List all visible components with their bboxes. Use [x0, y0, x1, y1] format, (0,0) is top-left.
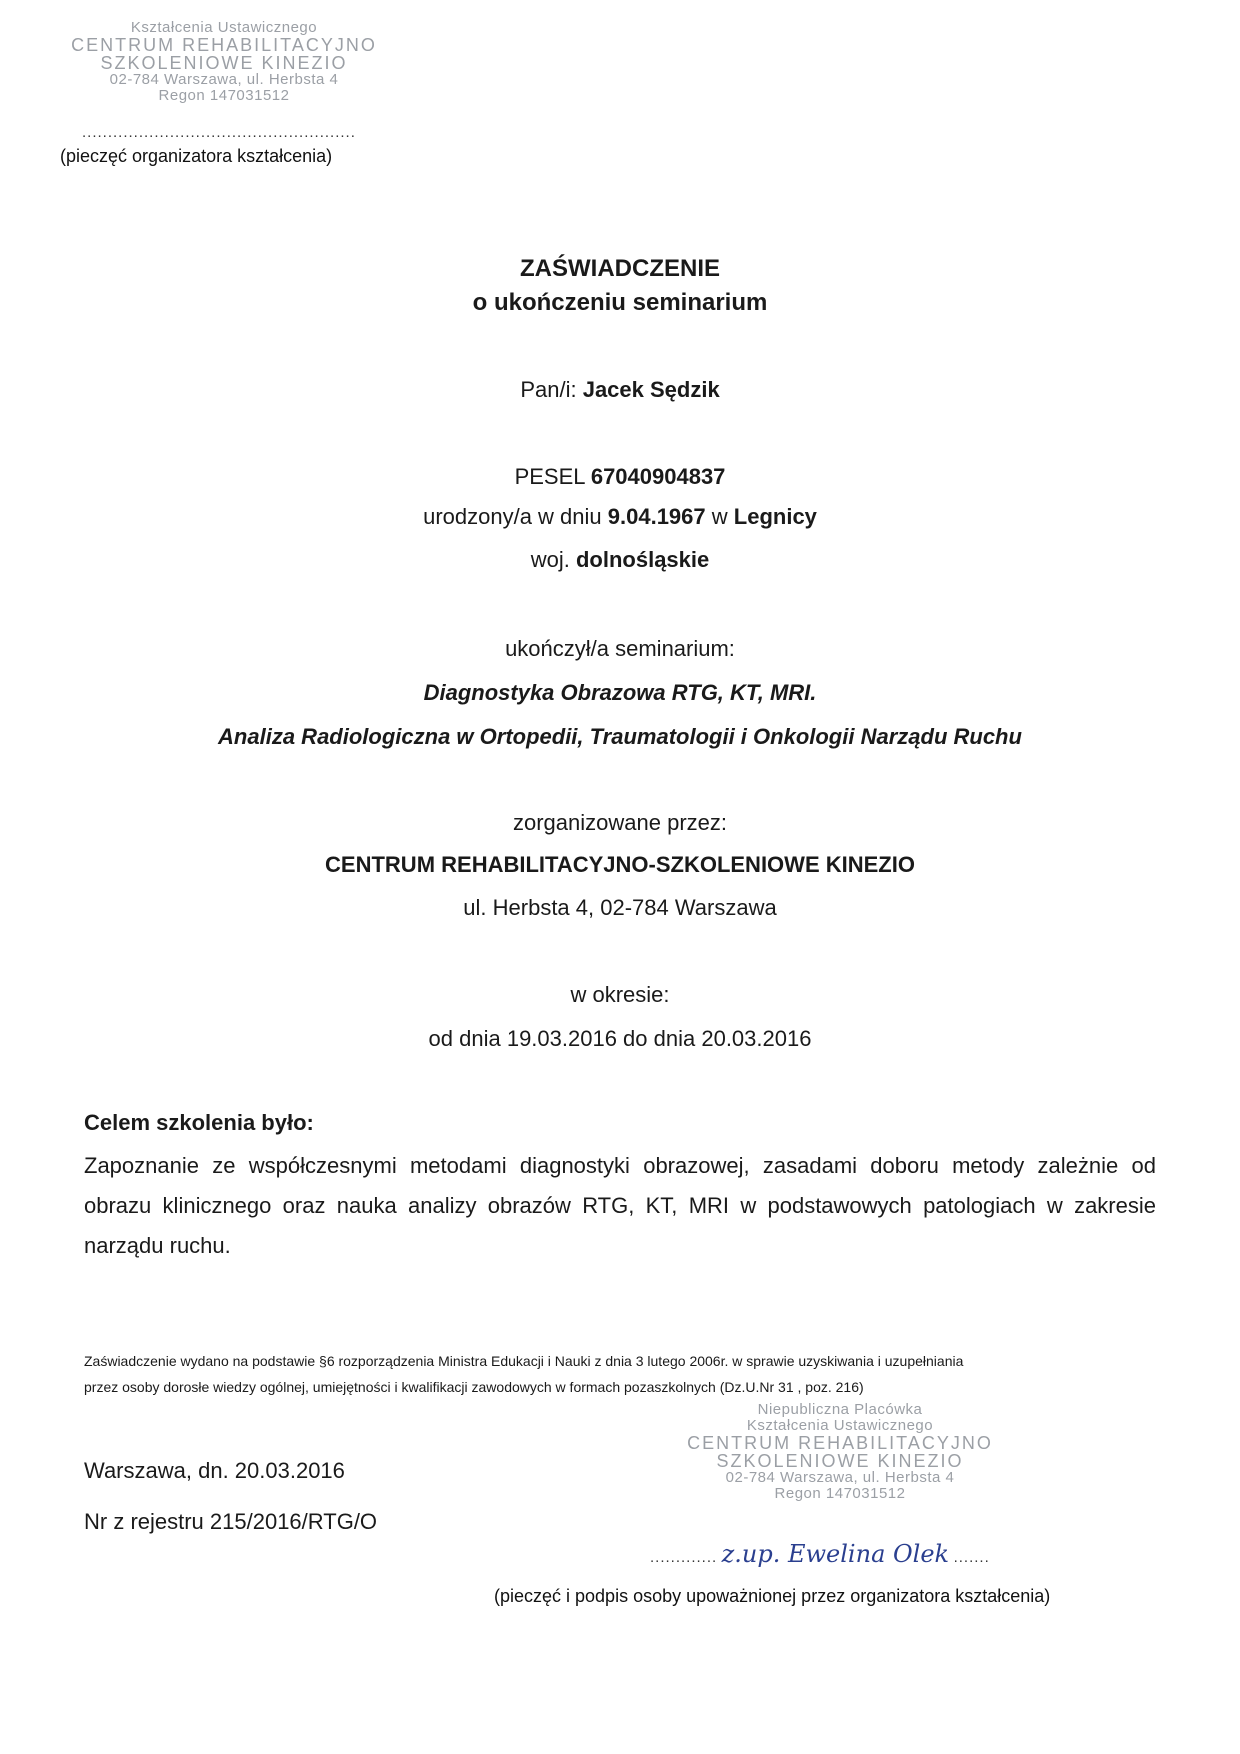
- voivodeship-line: [0, 545, 1240, 575]
- birth-line: [0, 502, 1240, 532]
- organizer-name: CENTRUM REHABILITACYJNO-SZKOLENIOWE KINEZIO: [325, 852, 915, 877]
- stamp-line: Regon 147031512: [158, 87, 290, 104]
- legal-note: [84, 1348, 1164, 1400]
- registry-number: Nr z rejestru 215/2016/RTG/O: [84, 1509, 378, 1534]
- voivodeship-label: woj.: [530, 547, 570, 572]
- stamp-line: SZKOLENIOWE KINEZIO: [100, 53, 348, 73]
- stamp-line: CENTRUM REHABILITACYJNO: [71, 35, 377, 55]
- person-name: Jacek Sędzik: [582, 377, 720, 402]
- stamp-line: Kształcenia Ustawicznego: [746, 1417, 934, 1434]
- voivodeship-value: dolnośląskie: [575, 547, 710, 572]
- person-line: [0, 375, 1240, 405]
- handwritten-signature: z.up. Ewelina Olek: [721, 1540, 950, 1568]
- document-subtitle: o ukończeniu seminarium: [472, 289, 768, 316]
- seminar-title-line2: Analiza Radiologiczna w Ortopedii, Traumatologii i Onkologii Narządu Ruchu: [218, 724, 1022, 749]
- organizer-address: ul. Herbsta 4, 02-784 Warszawa: [463, 895, 777, 920]
- completed-label: ukończył/a seminarium:: [505, 636, 735, 661]
- period-text: od dnia 19.03.2016 do dnia 20.03.2016: [428, 1026, 812, 1051]
- pesel-line: [0, 462, 1240, 492]
- top-organizer-stamp: [64, 20, 384, 104]
- period-label: w okresie:: [570, 982, 670, 1007]
- bottom-signature-caption: (pieczęć i podpis osoby upoważnionej przez organizatora kształcenia): [494, 1586, 1051, 1606]
- organized-label: zorganizowane przez:: [512, 810, 727, 835]
- birth-label: urodzony/a w dniu: [423, 504, 602, 529]
- legal-note-line2: przez osoby dorosłe wiedzy ogólnej, umiejętności i kwalifikacji zawodowych w formach pozaszkolnych (Dz.U.Nr 31 , poz. 216): [84, 1379, 864, 1395]
- goal-text: Zapoznanie ze współczesnymi metodami diagnostyki obrazowej, zasadami doboru metody zależnie od obrazu klinicznego oraz nauka analizy obrazów RTG, KT, MRI w podstawowych patologiach w zakresie narządu ruchu.: [84, 1153, 1156, 1258]
- signature-line: [650, 1540, 990, 1568]
- birth-place-prefix: w: [711, 504, 728, 529]
- pesel-value: 67040904837: [590, 464, 726, 489]
- stamp-line: SZKOLENIOWE KINEZIO: [716, 1451, 964, 1471]
- person-label: Pan/i:: [520, 377, 577, 402]
- top-stamp-caption: (pieczęć organizatora kształcenia): [60, 146, 333, 166]
- stamp-line: Kształcenia Ustawicznego: [130, 19, 318, 36]
- goal-heading: Celem szkolenia było:: [84, 1110, 314, 1135]
- document-title-block: [0, 252, 1240, 320]
- signature-dots-right: .......: [953, 1549, 990, 1566]
- legal-note-line1: Zaświadczenie wydano na podstawie §6 rozporządzenia Ministra Edukacji i Nauki z dnia 3 lutego 2006r. w sprawie uzyskiwania i uzupełniania: [84, 1353, 964, 1369]
- bottom-organizer-stamp: [680, 1402, 1000, 1502]
- stamp-line: 02-784 Warszawa, ul. Herbsta 4: [725, 1469, 955, 1486]
- stamp-line: CENTRUM REHABILITACYJNO: [687, 1433, 993, 1453]
- pesel-label: PESEL: [514, 464, 585, 489]
- stamp-line: Regon 147031512: [774, 1485, 906, 1502]
- seminar-title-line1: Diagnostyka Obrazowa RTG, KT, MRI.: [423, 680, 817, 705]
- birth-date: 9.04.1967: [607, 504, 706, 529]
- top-signature-dots: .....................................................: [82, 124, 356, 141]
- stamp-line: 02-784 Warszawa, ul. Herbsta 4: [109, 71, 339, 88]
- document-title: ZAŚWIADCZENIE: [520, 255, 720, 282]
- place-date: Warszawa, dn. 20.03.2016: [84, 1458, 345, 1483]
- signature-dots-left: .............: [650, 1549, 718, 1566]
- stamp-line: Niepubliczna Placówka: [757, 1401, 923, 1418]
- birth-place: Legnicy: [733, 504, 817, 529]
